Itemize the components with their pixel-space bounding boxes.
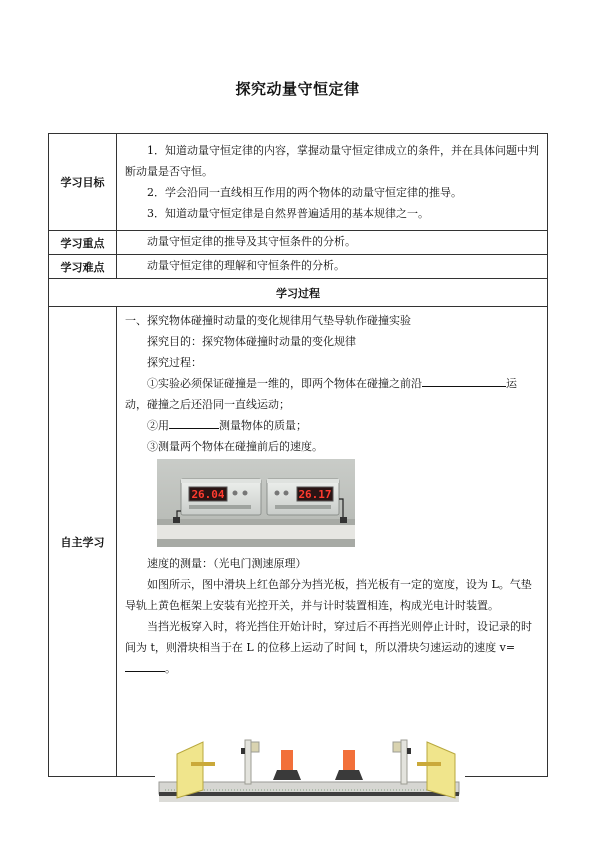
goal-item-3: 3．知道动量守恒定律是自然界普遍适用的基本规律之一。 [147, 207, 429, 220]
step-2-text-b: 测量物体的质量； [219, 419, 307, 432]
step-1 [125, 373, 539, 394]
key-points-text: 动量守恒定律的推导及其守恒条件的分析。 [147, 235, 356, 248]
velocity-paragraph [125, 616, 539, 679]
step-3: ③测量两个物体在碰撞前后的速度。 [147, 440, 323, 453]
speed-measure-title: 速度的测量：（光电门测速原理） [147, 557, 307, 570]
left-timer-readout: 26.04 [191, 488, 225, 501]
timer-photo [157, 459, 355, 547]
study-sheet-table [48, 133, 548, 777]
purpose-text: 探究目的：探究物体碰撞时动量的变化规律 [147, 335, 356, 348]
section-heading: 一、探究物体碰撞时动量的变化规律用气垫导轨作碰撞实验 [125, 314, 411, 327]
goal-item-2: 2．学会沿同一直线相互作用的两个物体的动量守恒定律的推导。 [147, 186, 462, 199]
velocity-blank[interactable] [125, 658, 165, 672]
goal-item-1: 1．知道动量守恒定律的内容，掌握动量守恒定律成立的条件，并在具体问题中判断动量是否守恒。 [125, 144, 539, 178]
difficulties-label: 学习难点 [49, 255, 117, 279]
self-study-content [117, 307, 548, 777]
air-track-figure [155, 732, 465, 807]
goals-content [117, 134, 548, 231]
goals-row [49, 134, 548, 231]
velocity-paragraph-text: 当挡光板穿入时，将光挡住开始计时，穿过后不再挡光则停止计时，设记录的时间为 t，则滑块相当于在 L 的位移上运动了时间 t，所以滑块匀速运动的速度 v= [125, 620, 532, 654]
photogate-paragraph: 如图所示，图中滑块上红色部分为挡光板，挡光板有一定的宽度，设为 L。气垫导轨上黄色框架上安装有光控开关，并与计时装置相连，构成光电计时装置。 [125, 578, 532, 612]
step-2-blank[interactable] [169, 415, 219, 429]
process-header: 学习过程 [49, 279, 548, 307]
step-1-continued: 动，碰撞之后还沿同一直线运动； [125, 398, 290, 411]
page-title: 探究动量守恒定律 [235, 80, 360, 98]
photo-electric-timers-image [157, 459, 355, 547]
difficulties-row [49, 255, 548, 279]
key-points-row [49, 231, 548, 255]
step-2 [125, 415, 539, 436]
step-1-blank[interactable] [422, 373, 506, 387]
step-2-text-a: ②用 [147, 419, 169, 432]
difficulties-text: 动量守恒定律的理解和守恒条件的分析。 [147, 259, 345, 272]
right-timer-readout: 26.17 [298, 488, 332, 501]
air-track-image [155, 732, 465, 807]
key-points-label: 学习重点 [49, 231, 117, 255]
step-1-text-a: ①实验必须保证碰撞是一维的，即两个物体在碰撞之前沿 [147, 377, 422, 390]
velocity-paragraph-end: 。 [165, 662, 176, 675]
step-1-text-b: 运 [506, 377, 517, 390]
self-study-row [49, 307, 548, 777]
procedure-text: 探究过程： [147, 356, 202, 369]
goals-label: 学习目标 [49, 134, 117, 231]
difficulties-content [117, 255, 548, 279]
self-study-label: 自主学习 [49, 307, 117, 777]
key-points-content [117, 231, 548, 255]
process-header-row [49, 279, 548, 307]
